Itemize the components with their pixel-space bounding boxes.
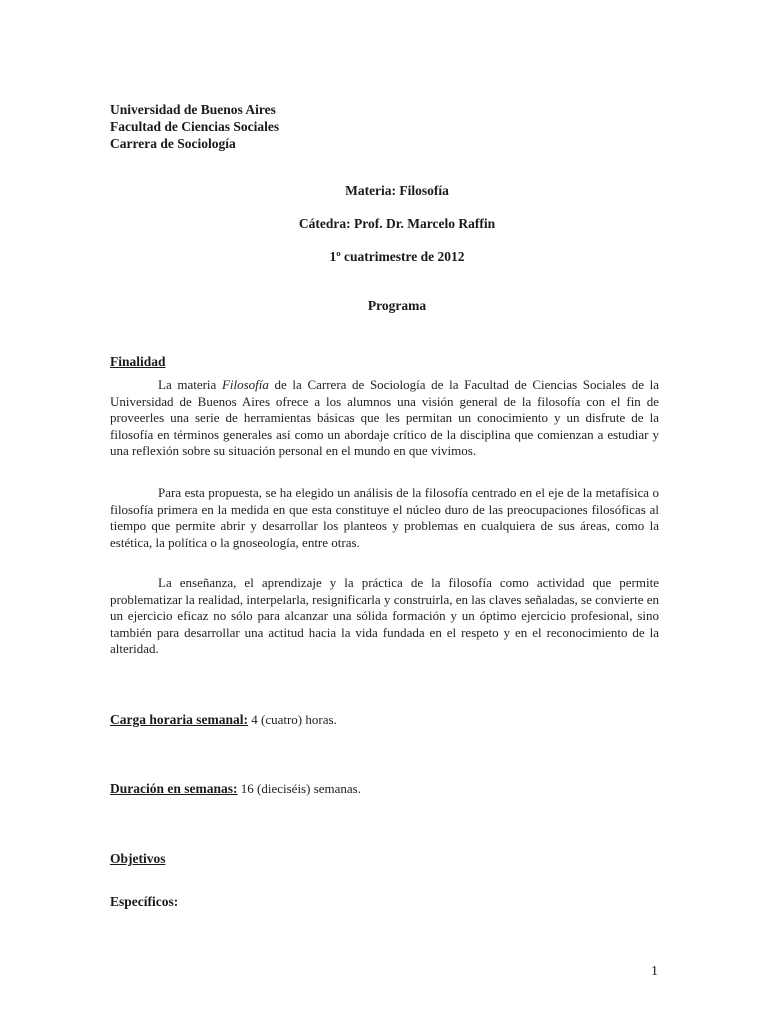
course-chair: Cátedra: Prof. Dr. Marcelo Raffin <box>298 216 496 231</box>
duration-weeks <box>110 781 361 797</box>
course-term: 1º cuatrimestre de 2012 <box>329 249 465 264</box>
paragraph-text: La materia <box>158 377 222 392</box>
finalidad-paragraph-3 <box>110 575 659 658</box>
weekly-hours-label: Carga horaria semanal <box>110 712 244 727</box>
finalidad-paragraph-2 <box>110 485 659 551</box>
program-title: Programa <box>367 298 427 313</box>
paragraph-text: La enseñanza, el aprendizaje y la práctica de la filosofía como actividad que permite problematizar la realidad, interpelarla, resignificarla y construirla, en las claves señaladas, se convierte en un ejercicio eficaz no sólo para alcanzar una sólida formación y un óptimo ejercicio profesional, sino también para desarrollar una actitud hacia la vida fundada en el respeto y en el reconocimiento de la alteridad. <box>110 575 659 656</box>
especificos-subheading: Específicos: <box>110 894 179 909</box>
course-name-italic: Filosofía <box>221 377 269 392</box>
duration-value: 16 (dieciséis) semanas. <box>237 781 361 796</box>
finalidad-paragraph-1 <box>110 377 659 460</box>
duration-colon: : <box>233 781 238 796</box>
career-name: Carrera de Sociología <box>110 136 236 151</box>
faculty-name: Facultad de Ciencias Sociales <box>110 119 280 134</box>
weekly-hours-colon: : <box>243 712 248 727</box>
finalidad-heading: Finalidad <box>110 354 166 369</box>
course-subject: Materia: Filosofía <box>345 183 449 198</box>
institution-header <box>110 101 279 152</box>
objetivos-heading: Objetivos <box>110 851 166 866</box>
page-number: 1 <box>651 964 658 979</box>
university-name: Universidad de Buenos Aires <box>110 102 276 117</box>
paragraph-text: Para esta propuesta, se ha elegido un análisis de la filosofía centrado en el eje de la metafísica o filosofía primera en la medida en que esta constituye el núcleo duro de las preocupaciones filosóficas al tiempo que permite abrir y desarrollar los planteos y problemas en cualquiera de sus áreas, como la estética, la política o la gnoseología, entre otras. <box>110 485 659 550</box>
duration-label: Duración en semanas <box>110 781 234 796</box>
weekly-hours-value: 4 (cuatro) horas. <box>247 712 337 727</box>
paragraph-text: de la Carrera de Sociología de la Facultad de Ciencias Sociales de la Universidad de Buenos Aires ofrece a los alumnos una visión general de la filosofía con el fin de proveerles una serie de herramientas básicas que les permitan un conocimiento y un disfrute de la filosofía en términos generales así como un abordaje crítico de la disciplina que comienzan a estudiar y una reflexión sobre su situación personal en el mundo en que vivimos. <box>110 377 660 458</box>
weekly-hours <box>110 712 337 728</box>
